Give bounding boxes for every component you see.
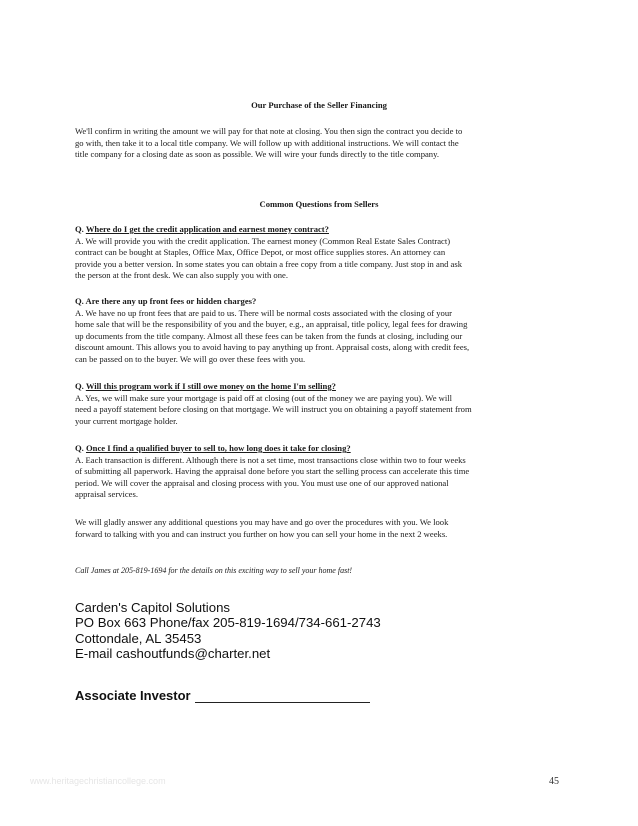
- question-text: Where do I get the credit application and earnest money contract?: [85, 224, 329, 234]
- paragraph-line: go with, then take it to a local title company. We will follow up with additional instructions. We will contact the: [75, 137, 459, 148]
- answer-line: A. Each transaction is different. Although there is not a set time, most transactions close within two to four weeks: [75, 454, 466, 465]
- contact-block: [75, 600, 381, 662]
- question-prefix: Q.: [75, 296, 86, 306]
- company-name: Carden's Capitol Solutions: [75, 600, 230, 615]
- section-title-seller-financing: Our Purchase of the Seller Financing: [251, 100, 387, 110]
- answer-line: period. We will cover the appraisal and closing process with you. You must use one of our approved national: [75, 477, 449, 488]
- email-line: E-mail cashoutfunds@charter.net: [75, 646, 271, 662]
- answer-line: need a payoff statement before closing on that mortgage. We will instruct you on obtaining a payoff statement from: [75, 404, 472, 415]
- answer-line: of submitting all paperwork. Having the appraisal done before you start the selling process can accelerate this time: [75, 466, 470, 477]
- qa-item-owe-money: [75, 381, 563, 427]
- paragraph-line: title company for a closing date as soon as possible. We will wire your funds directly to the title company.: [75, 149, 439, 160]
- closing-paragraph: [75, 517, 563, 540]
- question-text: Are there any up front fees or hidden charges?: [85, 296, 257, 306]
- watermark-text: www.heritagechristiancollege.com: [30, 776, 166, 786]
- question-prefix: Q.: [75, 381, 86, 391]
- associate-investor-label: Associate Investor: [75, 688, 191, 703]
- question-text: Will this program work if I still owe money on the home I'm selling?: [85, 381, 336, 391]
- answer-line: home sale that will be the responsibility of you and the buyer, e.g., an appraisal, title policy, legal fees for drawing: [75, 319, 468, 330]
- question: [75, 296, 563, 308]
- qa-item-closing-time: [75, 443, 563, 501]
- answer-line: provide you a better version. In some states you can obtain a free copy from a title company. Just stop in and ask: [75, 258, 463, 269]
- associate-investor-signature: [75, 688, 370, 703]
- signature-line[interactable]: [195, 690, 370, 703]
- paragraph-line: We'll confirm in writing the amount we will pay for that note at closing. You then sign the contract you decide to: [75, 126, 463, 136]
- qa-item-credit-application: [75, 224, 563, 282]
- qa-item-upfront-fees: [75, 296, 563, 366]
- answer-line: discount amount. This allows you to avoid having to pay anything up front. Appraisal costs, along with credit fees,: [75, 342, 470, 353]
- seller-financing-paragraph: [75, 126, 563, 161]
- answer-line: your current mortgage holder.: [75, 415, 178, 426]
- page-number: 45: [549, 776, 559, 787]
- question: [75, 224, 563, 236]
- city-line: Cottondale, AL 35453: [75, 630, 202, 646]
- answer-line: appraisal services.: [75, 489, 138, 500]
- po-box-phone: PO Box 663 Phone/fax 205-819-1694/734-661-2743: [75, 615, 381, 631]
- answer-line: can be passed on to the buyer. We will go over these fees with you.: [75, 353, 306, 364]
- paragraph-line: We will gladly answer any additional questions you may have and go over the procedures with you. We look: [75, 517, 449, 527]
- paragraph-line: forward to talking with you and can instruct you further on how you can sell your home in the next 2 weeks.: [75, 528, 448, 539]
- answer-line: the person at the front desk. We can also supply you with one.: [75, 270, 288, 281]
- question: [75, 381, 563, 393]
- answer-line: A. Yes, we will make sure your mortgage is paid off at closing (out of the money we are paying you). We will: [75, 392, 453, 403]
- question-text: Once I find a qualified buyer to sell to, how long does it take for closing?: [85, 443, 351, 453]
- answer-line: A. We will provide you with the credit application. The earnest money (Common Real Estate Sales Contract): [75, 235, 451, 246]
- answer-line: up documents from the title company. Almost all these fees can be taken from the funds at closing, including our: [75, 330, 463, 341]
- call-line: Call James at 205-819-1694 for the details on this exciting way to sell your home fast!: [75, 566, 353, 575]
- question-prefix: Q.: [75, 443, 86, 453]
- call-to-action: [75, 565, 563, 577]
- question-prefix: Q.: [75, 224, 86, 234]
- section-title-common-questions: Common Questions from Sellers: [259, 199, 379, 209]
- question: [75, 443, 563, 455]
- answer-line: contract can be bought at Staples, Office Max, Office Depot, or most office supplies stores. An attorney can: [75, 247, 446, 258]
- answer-line: A. We have no up front fees that are paid to us. There will be normal costs associated with the closing of your: [75, 307, 453, 318]
